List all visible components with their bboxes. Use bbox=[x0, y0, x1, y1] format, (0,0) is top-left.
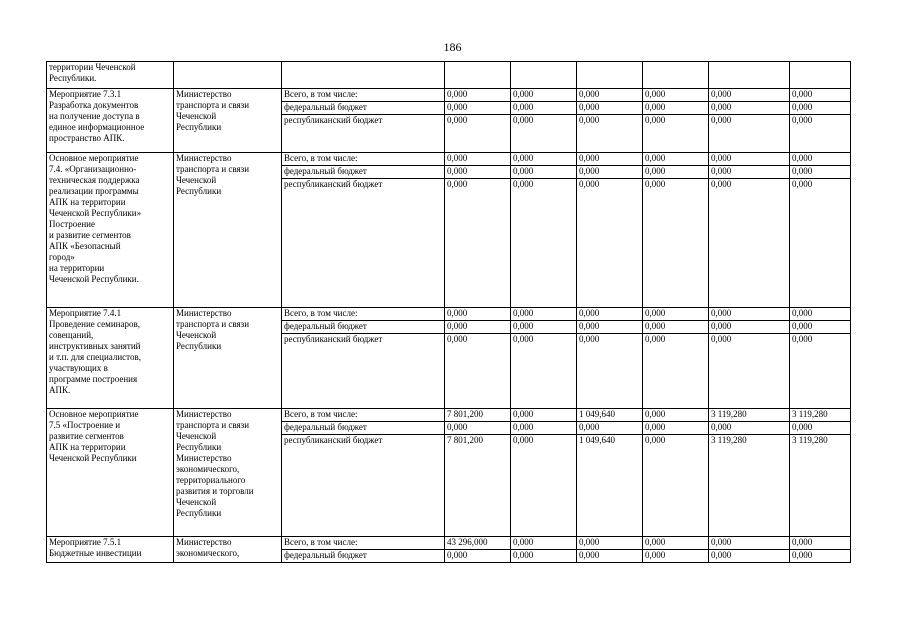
executor-cell bbox=[174, 409, 282, 537]
funding-source: Всего, в том числе: bbox=[282, 409, 445, 422]
amount-year-6: 0,000 bbox=[790, 550, 851, 563]
amount-year-5: 0,000 bbox=[709, 153, 790, 166]
amount-year-1: 0,000 bbox=[445, 153, 511, 166]
amount-year-4: 0,000 bbox=[643, 409, 709, 422]
amount-year-5: 0,000 bbox=[709, 537, 790, 550]
amount-year-3: 0,000 bbox=[577, 422, 643, 435]
table-row bbox=[47, 409, 851, 422]
amount-year-4: 0,000 bbox=[643, 115, 709, 153]
amount-year-2 bbox=[511, 62, 577, 89]
amount-year-2: 0,000 bbox=[511, 537, 577, 550]
funding-source: Всего, в том числе: bbox=[282, 89, 445, 102]
amount-year-5: 0,000 bbox=[709, 550, 790, 563]
activity-name-cell bbox=[47, 89, 174, 153]
amount-year-1: 0,000 bbox=[445, 115, 511, 153]
activity-name: Основное мероприятие 7.5 «Построение и развитие сегментов АПК на территории Чеченской Республики bbox=[49, 409, 139, 463]
funding-source: федеральный бюджет bbox=[282, 422, 445, 435]
amount-year-3: 0,000 bbox=[577, 89, 643, 102]
amount-year-2: 0,000 bbox=[511, 435, 577, 537]
amount-year-1 bbox=[445, 62, 511, 89]
amount-year-3: 1 049,640 bbox=[577, 409, 643, 422]
amount-year-4: 0,000 bbox=[643, 435, 709, 537]
amount-year-4: 0,000 bbox=[643, 550, 709, 563]
amount-year-4: 0,000 bbox=[643, 179, 709, 308]
amount-year-5: 0,000 bbox=[709, 321, 790, 334]
amount-year-5: 0,000 bbox=[709, 422, 790, 435]
amount-year-6: 3 119,280 bbox=[790, 435, 851, 537]
amount-year-6 bbox=[790, 62, 851, 89]
amount-year-1: 0,000 bbox=[445, 102, 511, 115]
amount-year-6: 0,000 bbox=[790, 89, 851, 102]
activity-name-cell bbox=[47, 62, 174, 89]
activity-name-cell bbox=[47, 537, 174, 563]
amount-year-5: 0,000 bbox=[709, 334, 790, 409]
funding-source: федеральный бюджет bbox=[282, 102, 445, 115]
executor-name: Министерство транспорта и связи Чеченской Республики bbox=[176, 308, 250, 351]
executor-name: Министерство транспорта и связи Чеченской Республики Министерство экономического, территориального развития и торговли Чеченской Республики bbox=[176, 409, 254, 518]
amount-year-4: 0,000 bbox=[643, 89, 709, 102]
amount-year-3 bbox=[577, 62, 643, 89]
amount-year-1: 43 296,000 bbox=[445, 537, 511, 550]
amount-year-2: 0,000 bbox=[511, 166, 577, 179]
executor-cell bbox=[174, 308, 282, 409]
amount-year-6: 3 119,280 bbox=[790, 409, 851, 422]
amount-year-5: 0,000 bbox=[709, 166, 790, 179]
amount-year-6: 0,000 bbox=[790, 334, 851, 409]
amount-year-4: 0,000 bbox=[643, 321, 709, 334]
amount-year-4: 0,000 bbox=[643, 308, 709, 321]
amount-year-3: 0,000 bbox=[577, 166, 643, 179]
activity-name-cell bbox=[47, 153, 174, 308]
amount-year-6: 0,000 bbox=[790, 308, 851, 321]
amount-year-3: 1 049,640 bbox=[577, 435, 643, 537]
funding-source: республиканский бюджет bbox=[282, 115, 445, 153]
amount-year-3: 0,000 bbox=[577, 115, 643, 153]
table-row bbox=[47, 62, 851, 89]
funding-source: республиканский бюджет bbox=[282, 179, 445, 308]
amount-year-2: 0,000 bbox=[511, 115, 577, 153]
amount-year-2: 0,000 bbox=[511, 102, 577, 115]
table-row bbox=[47, 89, 851, 102]
amount-year-6: 0,000 bbox=[790, 179, 851, 308]
table-row bbox=[47, 537, 851, 550]
amount-year-1: 0,000 bbox=[445, 422, 511, 435]
amount-year-4: 0,000 bbox=[643, 422, 709, 435]
budget-table-body bbox=[47, 62, 851, 563]
amount-year-1: 0,000 bbox=[445, 334, 511, 409]
amount-year-5: 0,000 bbox=[709, 115, 790, 153]
funding-source: Всего, в том числе: bbox=[282, 153, 445, 166]
activity-name-cell bbox=[47, 409, 174, 537]
amount-year-3: 0,000 bbox=[577, 102, 643, 115]
amount-year-6: 0,000 bbox=[790, 115, 851, 153]
table-row bbox=[47, 308, 851, 321]
amount-year-4: 0,000 bbox=[643, 334, 709, 409]
funding-source: федеральный бюджет bbox=[282, 550, 445, 563]
amount-year-3: 0,000 bbox=[577, 153, 643, 166]
amount-year-1: 7 801,200 bbox=[445, 409, 511, 422]
amount-year-5: 0,000 bbox=[709, 179, 790, 308]
funding-source: федеральный бюджет bbox=[282, 166, 445, 179]
amount-year-1: 0,000 bbox=[445, 89, 511, 102]
executor-name: Министерство экономического, bbox=[176, 537, 240, 558]
amount-year-3: 0,000 bbox=[577, 179, 643, 308]
activity-name: территории Чеченской Республики. bbox=[49, 62, 136, 83]
amount-year-5: 0,000 bbox=[709, 89, 790, 102]
amount-year-6: 0,000 bbox=[790, 153, 851, 166]
amount-year-3: 0,000 bbox=[577, 537, 643, 550]
amount-year-4: 0,000 bbox=[643, 153, 709, 166]
amount-year-3: 0,000 bbox=[577, 334, 643, 409]
amount-year-1: 0,000 bbox=[445, 308, 511, 321]
activity-name: Мероприятие 7.4.1 Проведение семинаров, совещаний, инструктивных занятий и т.п. для специалистов, участвующих в программе построения АПК. bbox=[49, 308, 141, 395]
amount-year-2: 0,000 bbox=[511, 550, 577, 563]
activity-name: Мероприятие 7.3.1 Разработка документов на получение доступа в единое информационное пространство АПК. bbox=[49, 89, 145, 143]
amount-year-1: 0,000 bbox=[445, 550, 511, 563]
amount-year-2: 0,000 bbox=[511, 153, 577, 166]
amount-year-6: 0,000 bbox=[790, 102, 851, 115]
amount-year-1: 7 801,200 bbox=[445, 435, 511, 537]
amount-year-6: 0,000 bbox=[790, 166, 851, 179]
activity-name-cell bbox=[47, 308, 174, 409]
amount-year-1: 0,000 bbox=[445, 166, 511, 179]
amount-year-6: 0,000 bbox=[790, 321, 851, 334]
page-number: 186 bbox=[443, 40, 462, 54]
table-row bbox=[47, 153, 851, 166]
amount-year-3: 0,000 bbox=[577, 321, 643, 334]
amount-year-3: 0,000 bbox=[577, 550, 643, 563]
amount-year-6: 0,000 bbox=[790, 422, 851, 435]
amount-year-2: 0,000 bbox=[511, 321, 577, 334]
executor-cell bbox=[174, 89, 282, 153]
funding-source: республиканский бюджет bbox=[282, 435, 445, 537]
amount-year-4: 0,000 bbox=[643, 537, 709, 550]
executor-cell bbox=[174, 537, 282, 563]
amount-year-4: 0,000 bbox=[643, 102, 709, 115]
amount-year-2: 0,000 bbox=[511, 89, 577, 102]
funding-source: республиканский бюджет bbox=[282, 334, 445, 409]
amount-year-2: 0,000 bbox=[511, 179, 577, 308]
amount-year-5: 0,000 bbox=[709, 102, 790, 115]
amount-year-4: 0,000 bbox=[643, 166, 709, 179]
amount-year-5: 3 119,280 bbox=[709, 409, 790, 422]
amount-year-5: 3 119,280 bbox=[709, 435, 790, 537]
activity-name: Основное мероприятие 7.4. «Организационно- техническая поддержка реализации программы АПК на территории Чеченской Республики» Построение и развитие сегментов АПК «Безопасный город» на территории Чеченской Республики. bbox=[49, 153, 142, 284]
funding-source: федеральный бюджет bbox=[282, 321, 445, 334]
amount-year-1: 0,000 bbox=[445, 179, 511, 308]
amount-year-2: 0,000 bbox=[511, 409, 577, 422]
amount-year-2: 0,000 bbox=[511, 422, 577, 435]
budget-table bbox=[46, 61, 851, 563]
funding-source bbox=[282, 62, 445, 89]
executor-cell bbox=[174, 153, 282, 308]
funding-source: Всего, в том числе: bbox=[282, 308, 445, 321]
amount-year-3: 0,000 bbox=[577, 308, 643, 321]
activity-name: Мероприятие 7.5.1 Бюджетные инвестиции bbox=[49, 537, 142, 558]
amount-year-5 bbox=[709, 62, 790, 89]
amount-year-1: 0,000 bbox=[445, 321, 511, 334]
amount-year-5: 0,000 bbox=[709, 308, 790, 321]
amount-year-2: 0,000 bbox=[511, 334, 577, 409]
amount-year-6: 0,000 bbox=[790, 537, 851, 550]
funding-source: Всего, в том числе: bbox=[282, 537, 445, 550]
executor-name: Министерство транспорта и связи Чеченской Республики bbox=[176, 89, 250, 132]
executor-cell bbox=[174, 62, 282, 89]
executor-name: Министерство транспорта и связи Чеченской Республики bbox=[176, 153, 250, 196]
amount-year-4 bbox=[643, 62, 709, 89]
amount-year-2: 0,000 bbox=[511, 308, 577, 321]
